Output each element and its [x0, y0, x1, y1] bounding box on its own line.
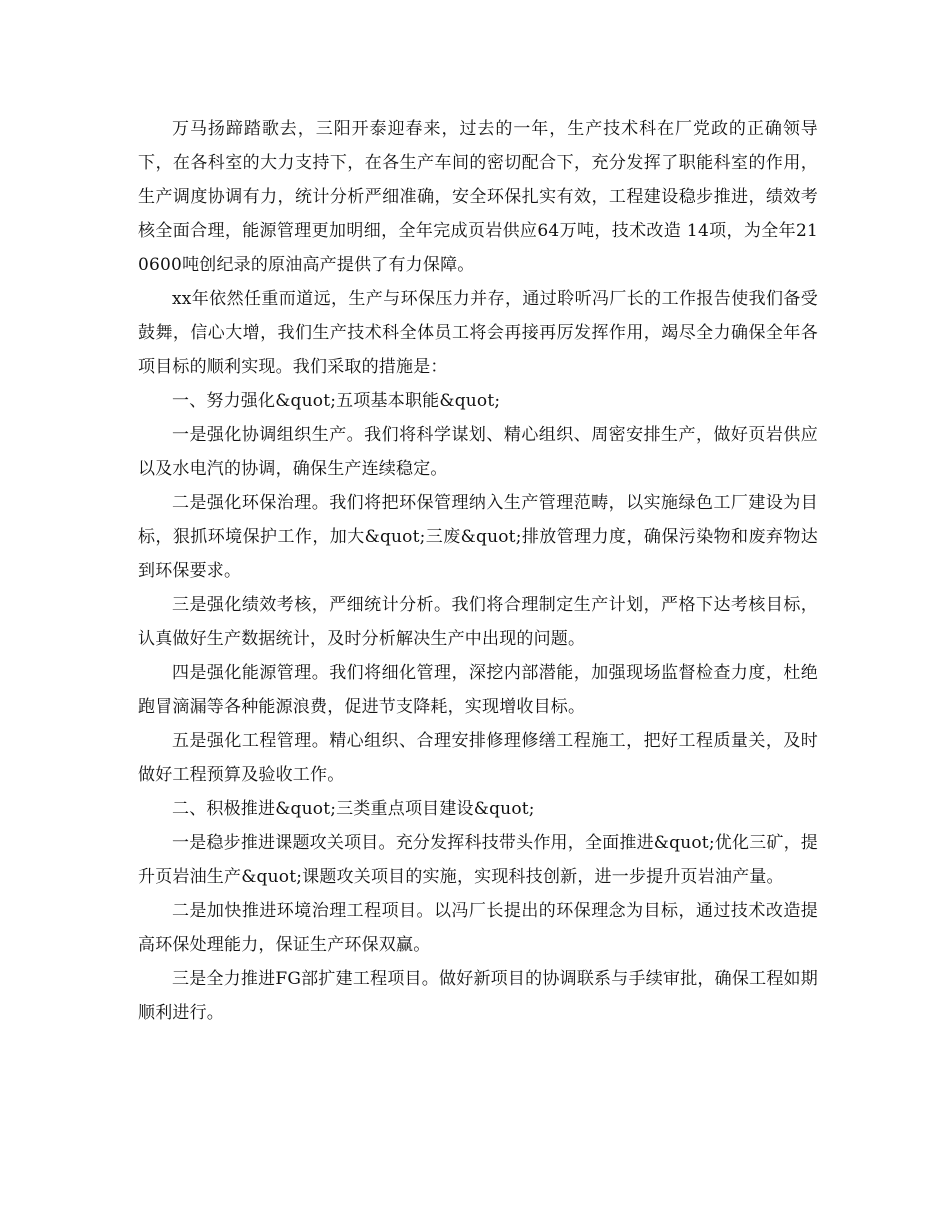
paragraph-outlook: xx年依然任重而道远，生产与环保压力并存，通过聆听冯厂长的工作报告使我们备受鼓舞，信心大增，我们生产技术科全体员工将会再接再厉发挥作用，竭尽全力确保全年各项目标的顺利实现。我们采取的措施是：	[138, 289, 818, 377]
paragraph-item-1-3: 三是强化绩效考核，严细统计分析。我们将合理制定生产计划，严格下达考核目标，认真做好生产数据统计，及时分析解决生产中出现的问题。	[138, 595, 818, 649]
paragraph-item-1-2: 二是强化环保治理。我们将把环保管理纳入生产管理范畴，以实施绿色工厂建设为目标，狠抓环境保护工作，加大&quot;三废&quot;排放管理力度，确保污染物和废弃物达到环保要求。	[138, 493, 818, 581]
paragraph-item-2-2: 二是加快推进环境治理工程项目。以冯厂长提出的环保理念为目标，通过技术改造提高环保处理能力，保证生产环保双赢。	[138, 901, 818, 955]
paragraph-review: 万马扬蹄踏歌去，三阳开泰迎春来，过去的一年，生产技术科在厂党政的正确领导下，在各科室的大力支持下，在各生产车间的密切配合下，充分发挥了职能科室的作用，生产调度协调有力，统计分析严细准确，安全环保扎实有效，工程建设稳步推进，绩效考核全面合理，能源管理更加明细，全年完成页岩供应64万吨，技术改造 14项，为全年210600吨创纪录的原油高产提供了有力保障。	[138, 119, 818, 275]
paragraph-item-1-1: 一是强化协调组织生产。我们将科学谋划、精心组织、周密安排生产，做好页岩供应以及水电汽的协调，确保生产连续稳定。	[138, 425, 818, 479]
paragraph-item-2-1: 一是稳步推进课题攻关项目。充分发挥科技带头作用，全面推进&quot;优化三矿，提升页岩油生产&quot;课题攻关项目的实施，实现科技创新，进一步提升页岩油产量。	[138, 833, 818, 887]
document-body	[138, 112, 818, 1030]
section-heading-2: 二、积极推进&quot;三类重点项目建设&quot;	[172, 799, 535, 819]
section-heading-1: 一、努力强化&quot;五项基本职能&quot;	[172, 391, 501, 411]
paragraph-item-2-3: 三是全力推进FG部扩建工程项目。做好新项目的协调联系与手续审批，确保工程如期顺利进行。	[138, 969, 818, 1023]
paragraph-item-1-5: 五是强化工程管理。精心组织、合理安排修理修缮工程施工，把好工程质量关，及时做好工程预算及验收工作。	[138, 731, 818, 785]
paragraph-item-1-4: 四是强化能源管理。我们将细化管理，深挖内部潜能，加强现场监督检查力度，杜绝跑冒滴漏等各种能源浪费，促进节支降耗，实现增收目标。	[138, 663, 818, 717]
